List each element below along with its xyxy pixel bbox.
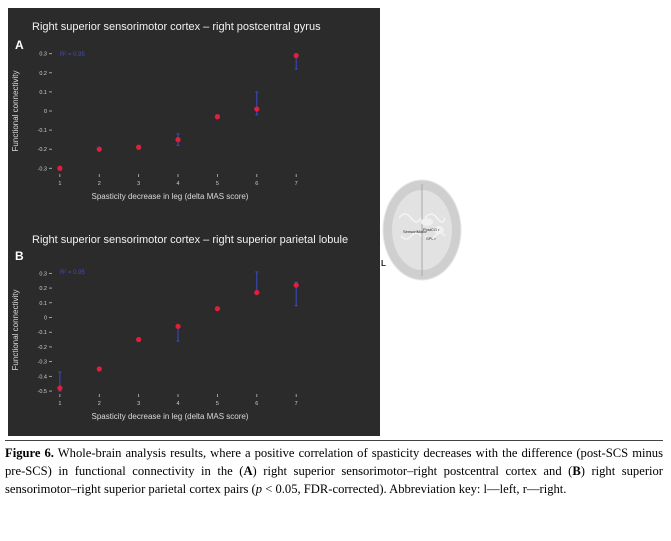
r-squared-annotation: R² = 0.95	[60, 52, 85, 58]
data-point	[57, 386, 62, 391]
data-point	[175, 137, 180, 142]
chart-a	[8, 36, 380, 216]
x-tick-label: 3	[137, 181, 141, 187]
brain-label-sensorimotor: SensoriMotor	[403, 229, 427, 234]
caption-text-4: < 0.05, FDR-corrected). Abbreviation key: l—left, r—right.	[262, 482, 567, 496]
data-point	[294, 53, 299, 58]
y-tick-label: 0.1	[39, 89, 47, 96]
y-axis-label: Functional connectivity	[11, 289, 20, 371]
data-point	[215, 306, 220, 311]
y-tick-label: 0.2	[39, 70, 47, 77]
x-tick-label: 5	[215, 401, 219, 407]
caption-text-2: ) right superior sensorimotor–right postcentral cortex and (	[252, 464, 573, 478]
x-tick-label: 1	[58, 181, 62, 187]
y-tick-label: -0.1	[37, 330, 47, 337]
data-point	[254, 106, 259, 111]
x-tick-label: 3	[137, 401, 141, 407]
data-point	[175, 324, 180, 329]
y-tick-label: -0.1	[37, 128, 47, 135]
x-tick-label: 5	[215, 181, 219, 187]
brain-orientation-label: L	[381, 259, 386, 268]
y-tick-label: -0.4	[37, 374, 47, 381]
data-point	[97, 147, 102, 152]
chart-b	[8, 252, 380, 432]
figure-caption	[5, 444, 663, 498]
x-tick-label: 7	[294, 401, 298, 407]
y-tick-label: 0	[43, 109, 47, 115]
y-tick-label: 0.3	[39, 271, 47, 278]
panel-b-title: Right superior sensorimotor cortex – right superior parietal lobule	[32, 234, 349, 246]
data-point	[294, 283, 299, 288]
data-point	[57, 166, 62, 171]
data-point	[215, 114, 220, 119]
x-tick-label: 2	[97, 401, 101, 407]
y-tick-label: -0.3	[37, 359, 47, 366]
caption-label: Figure 6.	[5, 446, 54, 460]
caption-ref-a: A	[243, 464, 253, 478]
brain-label-spl: SPL r	[426, 236, 436, 241]
y-tick-label: -0.5	[37, 389, 47, 396]
data-point	[136, 337, 141, 342]
x-tick-label: 6	[255, 181, 259, 187]
data-point	[97, 366, 102, 371]
caption-text-1: Whole-brain analysis results, where a positive correlation of spasticity decreases with the difference (post-SCS minus pre-SCS) in functional connectivity in the (	[5, 446, 663, 478]
x-tick-label: 4	[176, 181, 180, 187]
y-tick-label: 0.2	[39, 286, 47, 293]
x-tick-label: 6	[255, 401, 259, 407]
x-tick-label: 4	[176, 401, 180, 407]
y-tick-label: -0.3	[37, 166, 47, 173]
brain-inset	[381, 178, 463, 282]
r-squared-annotation: R² = 0.95	[60, 270, 85, 276]
y-axis-label: Functional connectivity	[11, 70, 20, 152]
panel-a-letter: A	[15, 38, 24, 52]
x-tick-label: 2	[97, 181, 101, 187]
panel-b-letter: B	[15, 249, 24, 263]
y-tick-label: 0	[43, 315, 47, 322]
y-tick-label: 0.3	[39, 51, 47, 58]
x-tick-label: 7	[294, 181, 298, 187]
x-axis-label: Spasticity decrease in leg (delta MAS score)	[91, 192, 249, 201]
caption-rule	[5, 440, 663, 441]
x-axis-label: Spasticity decrease in leg (delta MAS score)	[91, 412, 249, 421]
y-tick-label: -0.2	[37, 344, 47, 351]
caption-text-3: ) right superior sensorimotor–right superior parietal cortex pairs (	[5, 464, 664, 496]
y-tick-label: 0.1	[39, 300, 47, 307]
data-point	[136, 145, 141, 150]
brain-label-postcg: PostCG r	[423, 227, 440, 232]
caption-p: p	[255, 482, 263, 496]
y-tick-label: -0.2	[37, 147, 47, 154]
x-tick-label: 1	[58, 401, 62, 407]
caption-ref-b: B	[572, 464, 581, 478]
data-point	[254, 290, 259, 295]
panel-a-title: Right superior sensorimotor cortex – right postcentral gyrus	[32, 21, 321, 33]
